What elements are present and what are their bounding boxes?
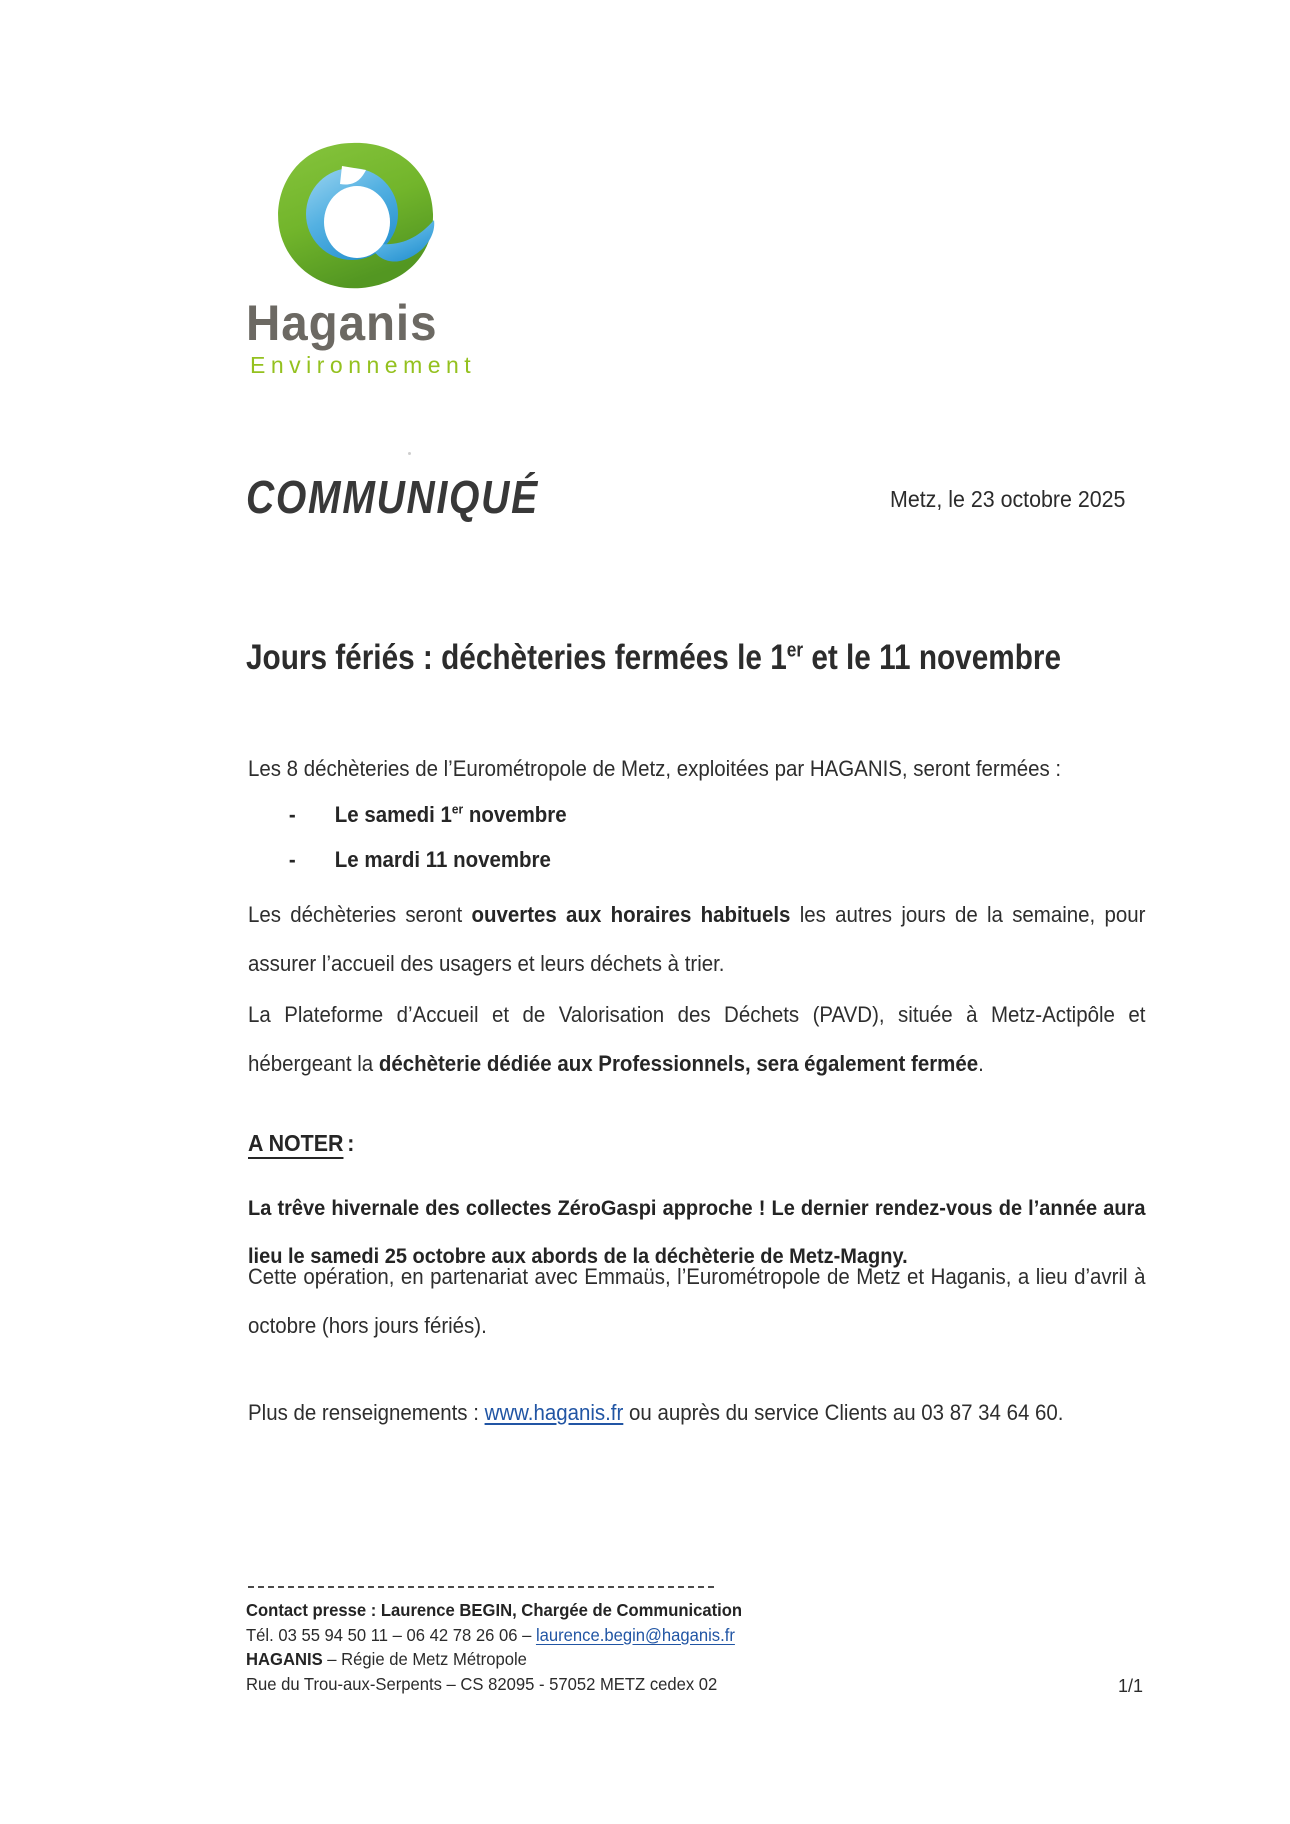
footer-org-desc: – Régie de Metz Métropole bbox=[322, 1649, 527, 1669]
paragraph-text: Plus de renseignements : bbox=[248, 1400, 485, 1425]
dashed-divider bbox=[248, 1586, 718, 1588]
footer-phone-numbers: Tél. 03 55 94 50 11 – 06 42 78 26 06 – bbox=[246, 1624, 536, 1645]
brand-name: Haganis bbox=[246, 295, 438, 351]
paragraph-text: La Plateforme d’Accueil et de Valorisation des Déchets (PAVD), située à Metz-Actipôle et hébergeant la bbox=[248, 1002, 1146, 1076]
paragraph-pavd bbox=[248, 990, 1145, 1088]
email-link[interactable]: laurence.begin@haganis.fr bbox=[535, 1624, 735, 1645]
paragraph-text: Les déchèteries seront bbox=[248, 902, 472, 927]
paragraph-text: . bbox=[978, 1051, 984, 1076]
bullet-marker: - bbox=[288, 802, 296, 827]
paragraph-zerogaspi: La trêve hivernale des collectes ZéroGaspi approche ! Le dernier rendez-vous de l’année aura lieu le samedi 25 octobre aux abords de la déchèterie de Metz-Magny. bbox=[248, 1196, 1146, 1268]
bullet-text-end: novembre bbox=[463, 802, 567, 827]
note-heading-colon: : bbox=[347, 1130, 355, 1156]
bullet-marker: - bbox=[288, 847, 296, 872]
list-item bbox=[248, 847, 551, 873]
note-heading-underlined: A NOTER bbox=[248, 1130, 344, 1156]
page-number: 1/1 bbox=[1118, 1676, 1144, 1696]
footer-phone-line bbox=[246, 1623, 742, 1648]
bullet-text: Le mardi 11 novembre bbox=[334, 847, 551, 872]
brand-tagline: Environnement bbox=[250, 352, 477, 378]
title-text: Jours fériés : déchèteries fermées le 1 bbox=[246, 638, 787, 677]
page-title bbox=[246, 638, 1061, 678]
footer-org-name: HAGANIS bbox=[246, 1649, 323, 1669]
footer-contact-block bbox=[246, 1598, 742, 1696]
paragraph-bold-text: déchèterie dédiée aux Professionnels, sera également fermée bbox=[378, 1051, 979, 1076]
list-item bbox=[248, 802, 567, 828]
paragraph-bold-text: ouvertes aux horaires habituels bbox=[471, 902, 791, 927]
title-text-end: et le 11 novembre bbox=[803, 638, 1062, 677]
bullet-superscript: er bbox=[451, 801, 464, 817]
website-link[interactable]: www.haganis.fr bbox=[484, 1400, 624, 1425]
footer-contact-name: Contact presse : Laurence BEGIN, Chargée de Communication bbox=[246, 1600, 743, 1620]
paragraph-more-info bbox=[248, 1388, 1145, 1437]
dateline: Metz, le 23 octobre 2025 bbox=[890, 486, 1126, 512]
paragraph-text: ou auprès du service Clients au 03 87 34 64 60. bbox=[623, 1400, 1064, 1425]
footer-org-line bbox=[246, 1647, 742, 1672]
haganis-logo-icon bbox=[268, 140, 436, 292]
paragraph-operation: Cette opération, en partenariat avec Emmaüs, l’Eurométropole de Metz et Haganis, a lieu d’avril à octobre (hors jours fériés). bbox=[248, 1264, 1146, 1338]
paragraph-intro: Les 8 déchèteries de l’Eurométropole de Metz, exploitées par HAGANIS, seront fermées : bbox=[248, 756, 1062, 781]
title-superscript: er bbox=[786, 639, 804, 662]
bullet-text: Le samedi 1 bbox=[334, 802, 452, 827]
scan-artifact-dot bbox=[408, 452, 411, 455]
footer-address: Rue du Trou-aux-Serpents – CS 82095 - 57052 METZ cedex 02 bbox=[246, 1673, 718, 1694]
paragraph-text: les autres jours de la semaine, pour assurer l’accueil des usagers et leurs déchets à trier. bbox=[248, 902, 1146, 976]
paragraph-hours bbox=[248, 890, 1145, 988]
document-type-heading: COMMUNIQUÉ bbox=[246, 471, 539, 523]
note-heading bbox=[248, 1130, 354, 1157]
